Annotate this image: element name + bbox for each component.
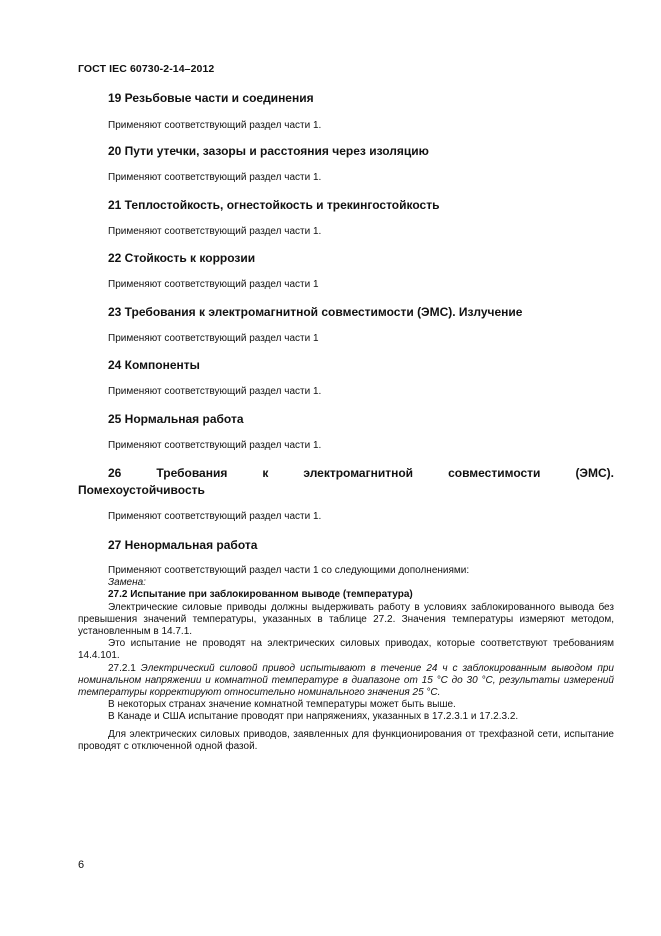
- paragraph: В некоторых странах значение комнатной температуры может быть выше.: [108, 699, 456, 711]
- section-22-heading: 22 Стойкость к коррозии: [108, 251, 256, 265]
- section-20-heading: 20 Пути утечки, зазоры и расстояния через изоляцию: [108, 144, 429, 158]
- section-24-heading: 24 Компоненты: [108, 358, 200, 372]
- section-25-text: Применяют соответствующий раздел части 1.: [108, 440, 322, 451]
- section-19-text: Применяют соответствующий раздел части 1.: [108, 120, 322, 131]
- replacement-label: Замена:: [108, 577, 146, 589]
- page-number: 6: [78, 859, 85, 871]
- section-20-text: Применяют соответствующий раздел части 1.: [108, 172, 322, 183]
- section-26-text: Применяют соответствующий раздел части 1.: [108, 511, 322, 522]
- paragraph: Электрические силовые приводы должны выдерживать работу в условиях заблокированного вывода без превышения значений температуры, указанных в таблице 27.2. Значения температуры измеряют методом, установленным в 14.7.1.: [78, 601, 614, 638]
- section-25-heading: 25 Нормальная работа: [108, 412, 244, 426]
- section-23-text: Применяют соответствующий раздел части 1: [108, 333, 319, 344]
- standard-header: ГОСТ IEC 60730-2-14–2012: [78, 63, 215, 75]
- paragraph-27-2-1: [78, 663, 614, 700]
- section-24-text: Применяют соответствующий раздел части 1.: [108, 386, 322, 397]
- section-19-heading: 19 Резьбовые части и соединения: [108, 91, 314, 105]
- heading-line-2: Помехоустойчивость: [78, 483, 205, 497]
- paragraph: Это испытание не проводят на электрических силовых приводах, которые соответствуют требованиям 14.4.101.: [78, 638, 614, 662]
- paragraph: Для электрических силовых приводов, заявленных для функционирования от трехфазной сети, испытание проводят с отключенной одной фазой.: [78, 728, 614, 752]
- heading-word: электромагнитной: [303, 466, 414, 480]
- paragraph: В Канаде и США испытание проводят при напряжениях, указанных в 17.2.3.1 и 17.2.3.2.: [108, 711, 519, 723]
- section-26-heading: [78, 465, 614, 499]
- section-21-text: Применяют соответствующий раздел части 1.: [108, 226, 322, 237]
- section-27-body: [78, 565, 614, 753]
- section-21-heading: 21 Теплостойкость, огнестойкость и трекингостойкость: [108, 198, 440, 212]
- section-27-heading: 27 Ненормальная работа: [108, 538, 258, 552]
- section-23-heading: 23 Требования к электромагнитной совместимости (ЭМС). Излучение: [108, 305, 523, 319]
- heading-word: к: [262, 466, 269, 480]
- heading-word: (ЭМС).: [575, 466, 614, 480]
- heading-word: Требования: [156, 466, 228, 480]
- section-22-text: Применяют соответствующий раздел части 1: [108, 279, 319, 290]
- clause-number: 27.2.1: [108, 662, 136, 674]
- heading-word: совместимости: [448, 466, 541, 480]
- section-27-intro: Применяют соответствующий раздел части 1 со следующими дополнениями:: [108, 565, 470, 576]
- clause-text: Электрический силовой привод испытывают в течение 24 ч с заблокированным выводом при номинальном напряжении и комнатной температуре в диапазоне от 15 °С до 30 °С, результаты измерений температуры корректируют относительно номинального значения 25 °С.: [78, 662, 614, 699]
- subsection-27-2-heading: 27.2 Испытание при заблокированном выводе (температура): [108, 589, 413, 601]
- heading-word: 26: [108, 466, 122, 480]
